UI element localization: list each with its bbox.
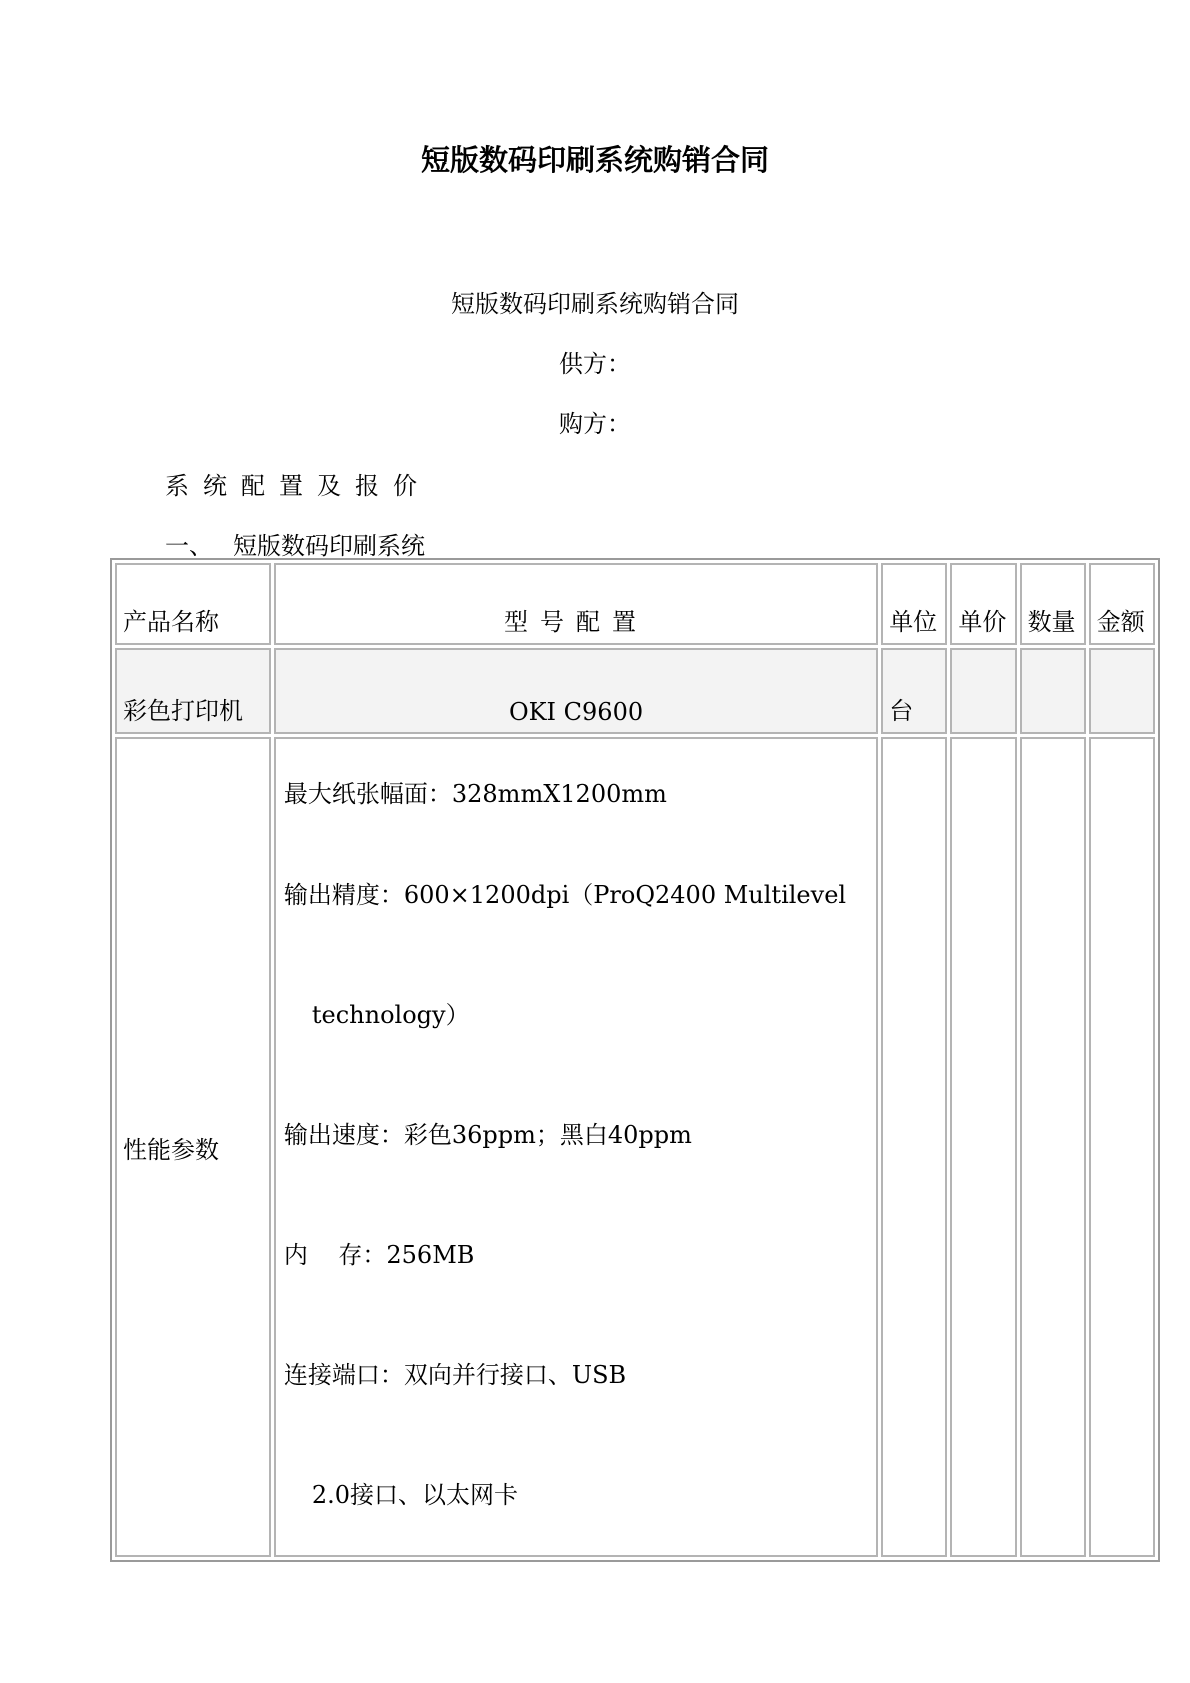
param-ports: 连接端口：双向并行接口、USB — [283, 1361, 627, 1389]
cell-model: OKI C9600 — [274, 648, 878, 734]
contract-subtitle: 短版数码印刷系统购销合同 — [451, 290, 739, 318]
params-row — [115, 737, 1155, 1557]
document-title: 短版数码印刷系统购销合同 — [420, 143, 769, 177]
header-product-name: 产品名称 — [115, 563, 271, 645]
param-output-resolution: 输出精度：600×1200dpi（ProQ2400 Multilevel — [283, 881, 847, 909]
param-output-resolution-cont: technology） — [311, 1001, 470, 1029]
header-unit: 单位 — [881, 563, 947, 645]
params-amount-cell — [1089, 737, 1155, 1557]
config-heading: 系统配置及报价 — [165, 472, 431, 500]
params-list — [274, 737, 878, 1557]
header-unit-price: 单价 — [950, 563, 1016, 645]
header-model-config: 型号配置 — [274, 563, 878, 645]
cell-unit-price — [950, 648, 1016, 734]
section-number: 一、 — [165, 532, 213, 560]
table-header-row — [115, 563, 1155, 645]
param-ports-cont: 2.0接口、以太网卡 — [311, 1481, 519, 1509]
cell-product-name: 彩色打印机 — [115, 648, 271, 734]
param-memory: 内 存：256MB — [283, 1241, 475, 1269]
param-max-paper-size: 最大纸张幅面：328mmX1200mm — [283, 780, 667, 808]
params-unit-cell — [881, 737, 947, 1557]
section-heading — [165, 526, 425, 561]
header-quantity: 数量 — [1020, 563, 1086, 645]
cell-quantity — [1020, 648, 1086, 734]
params-unit-price-cell — [950, 737, 1016, 1557]
section-title: 短版数码印刷系统 — [233, 532, 425, 560]
supplier-label: 供方： — [559, 350, 631, 378]
param-output-speed: 输出速度：彩色36ppm；黑白40ppm — [283, 1121, 692, 1149]
buyer-label: 购方： — [559, 410, 631, 438]
header-amount: 金额 — [1089, 563, 1155, 645]
spec-table — [110, 558, 1160, 1562]
cell-unit: 台 — [881, 648, 947, 734]
cell-amount — [1089, 648, 1155, 734]
table-row — [115, 648, 1155, 734]
params-quantity-cell — [1020, 737, 1086, 1557]
params-label: 性能参数 — [115, 737, 271, 1557]
